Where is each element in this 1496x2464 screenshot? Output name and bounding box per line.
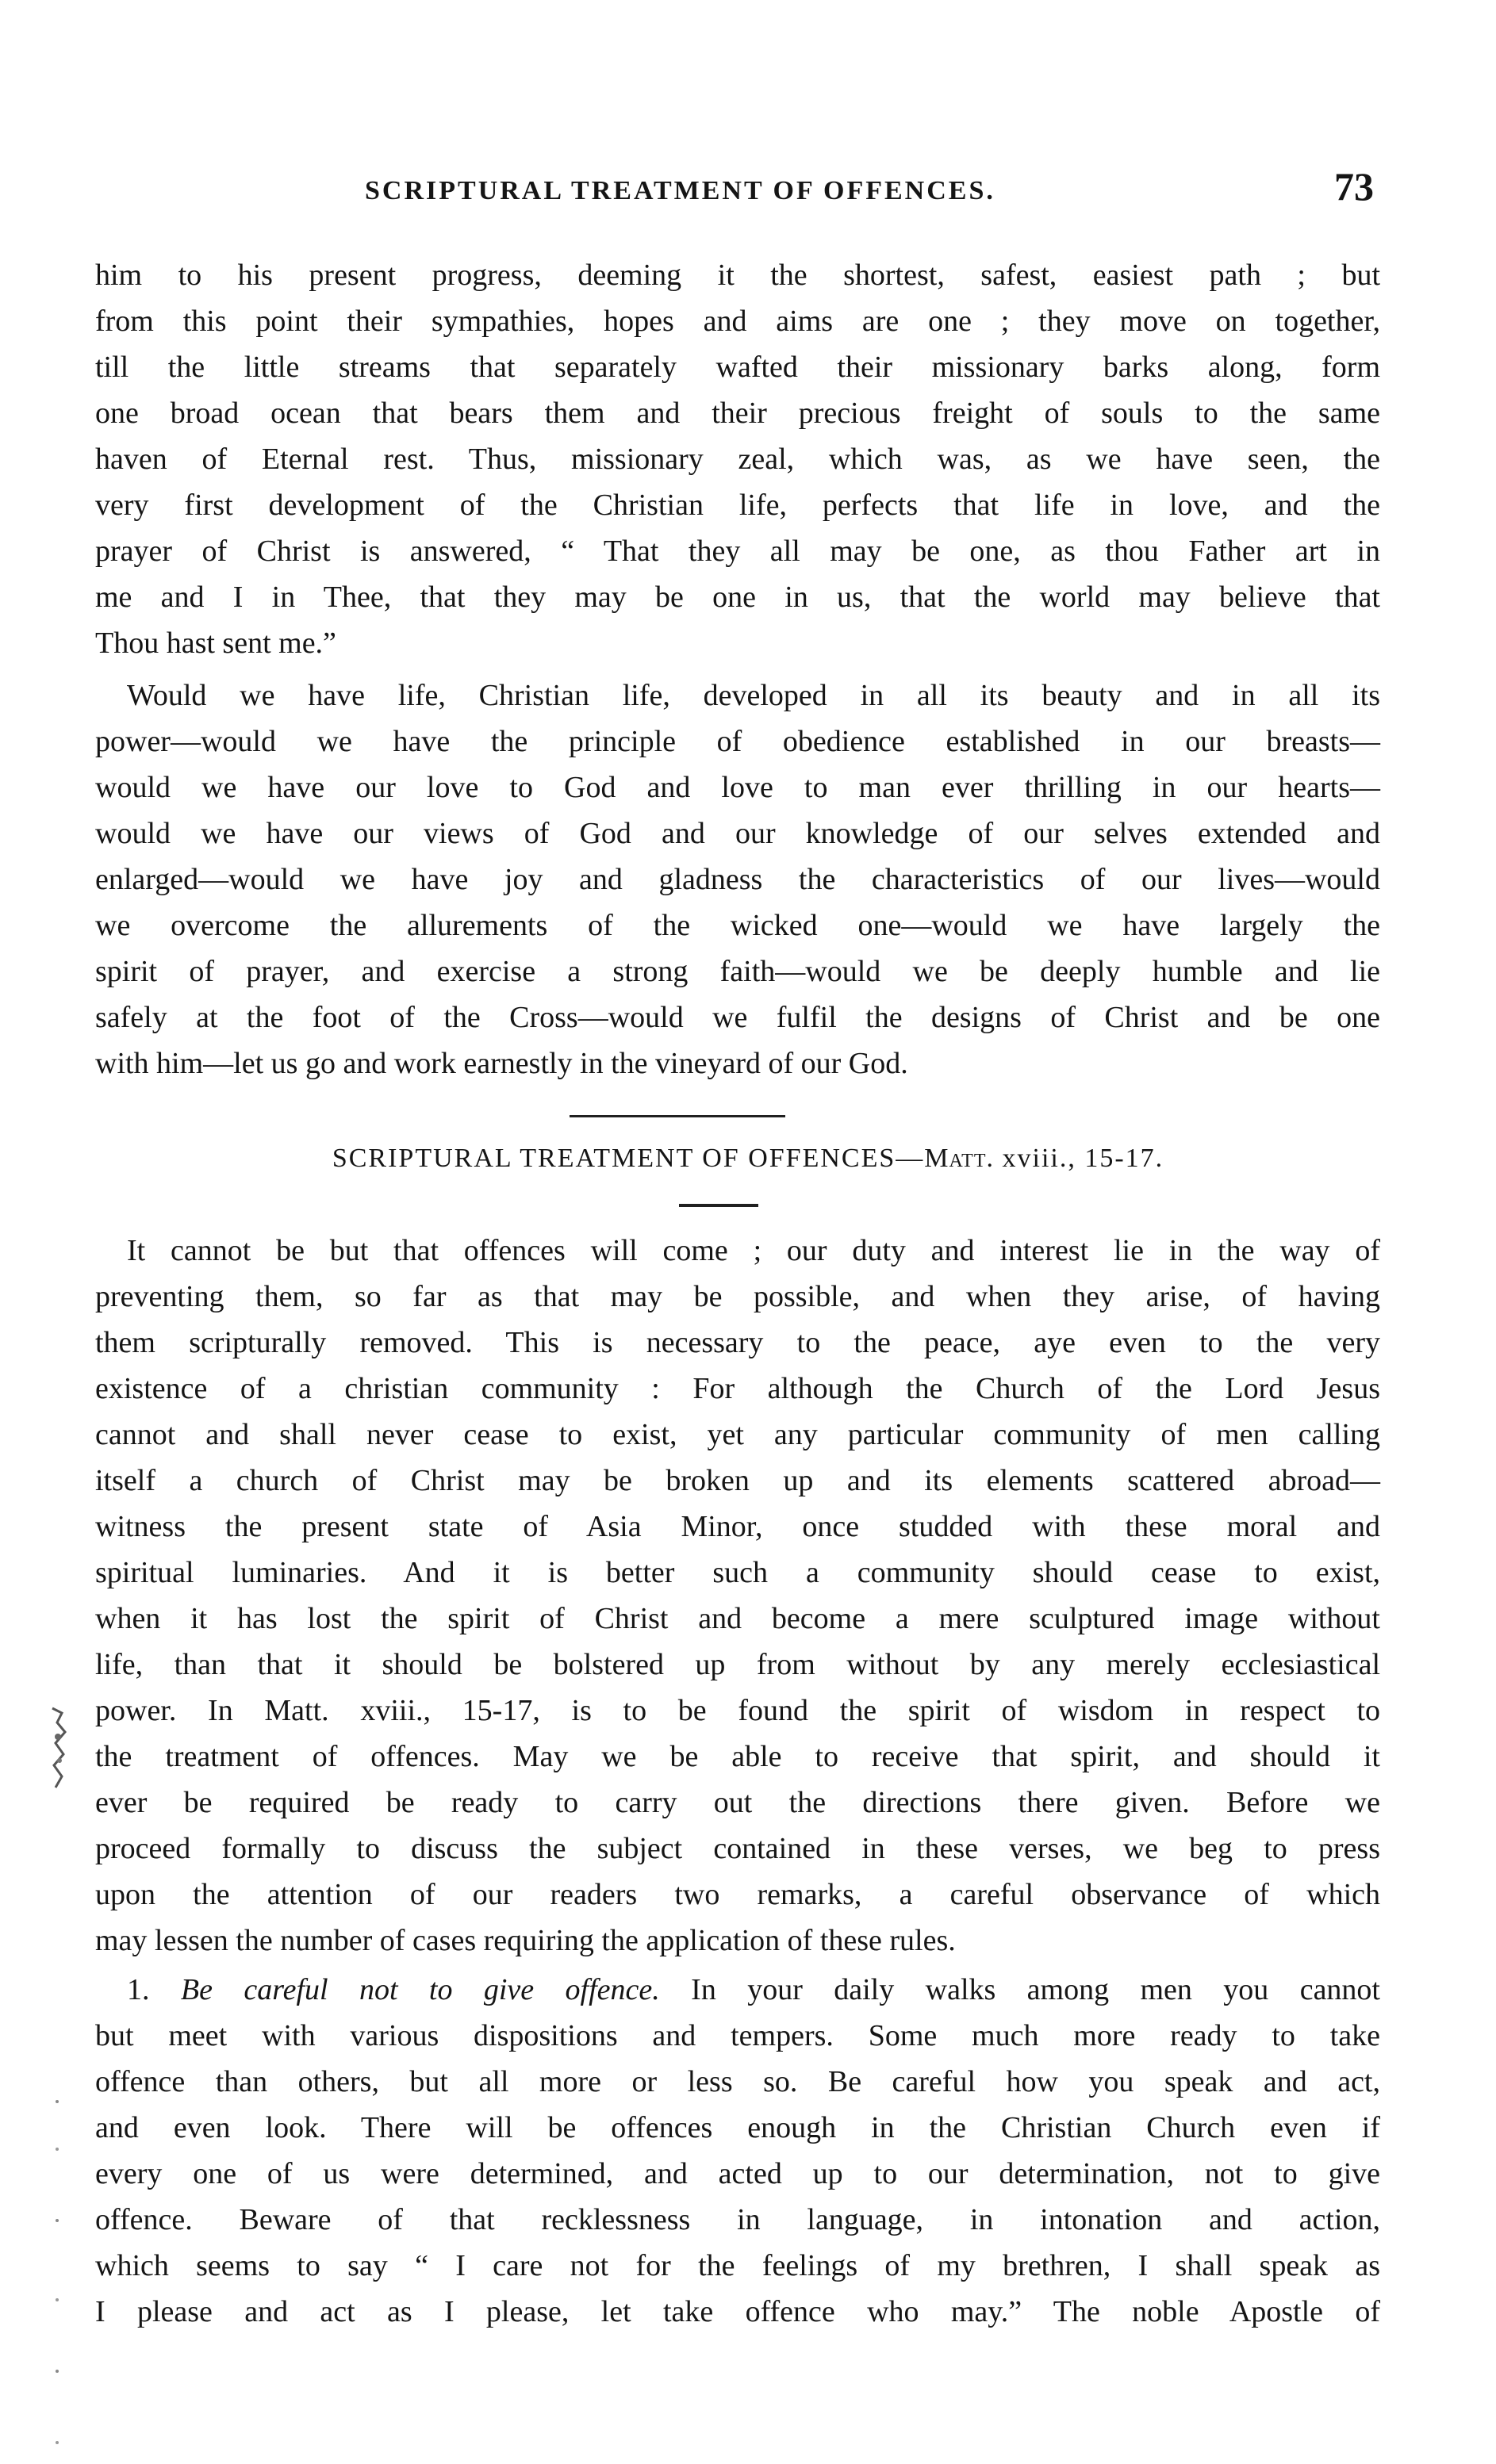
italic-lead: Be careful not to give offence. xyxy=(180,1973,660,2006)
text-line: Thou hast sent me.” xyxy=(95,627,336,660)
item-number: 1. xyxy=(127,1973,150,2006)
first-line-rest: In your daily walks among men you cannot xyxy=(659,1973,1380,2006)
text-line: till the little streams that separately wafted their missionary barks along, form xyxy=(95,351,1380,384)
text-line: itself a church of Christ may be broken up and its elements scattered abroad— xyxy=(95,1464,1380,1497)
paragraph-1 xyxy=(95,252,1380,666)
page-number: 73 xyxy=(1334,164,1374,209)
text-line: offence than others, but all more or less so. Be careful how you speak and act, xyxy=(95,2065,1380,2098)
text-line: cannot and shall never cease to exist, yet any particular community of men calling xyxy=(95,1418,1380,1451)
text-line: would we have our views of God and our knowledge of our selves extended and xyxy=(95,817,1380,850)
text-line: every one of us were determined, and acted up to our determination, not to give xyxy=(95,2157,1380,2190)
paragraph-2 xyxy=(95,673,1380,1086)
text-line: enlarged—would we have joy and gladness the characteristics of our lives—would xyxy=(95,863,1380,896)
text-line: we overcome the allurements of the wicked one—would we have largely the xyxy=(95,909,1380,942)
heading-underline-rule xyxy=(679,1204,758,1207)
section-divider-rule xyxy=(570,1115,785,1117)
text-line: them scripturally removed. This is necessary to the peace, aye even to the very xyxy=(95,1326,1380,1359)
text-line: offence. Beware of that recklessness in language, in intonation and action, xyxy=(95,2203,1380,2236)
text-line: the treatment of offences. May we be able to receive that spirit, and should it xyxy=(95,1740,1380,1773)
text-line: with him—let us go and work earnestly in the vineyard of our God. xyxy=(95,1047,908,1080)
text-line: but meet with various dispositions and tempers. Some much more ready to take xyxy=(95,2019,1380,2052)
text-line: may lessen the number of cases requiring the application of these rules. xyxy=(95,1924,956,1957)
section-heading-reference-book: Matt. xyxy=(924,1144,994,1173)
text-line: proceed formally to discuss the subject contained in these verses, we beg to press xyxy=(95,1832,1380,1865)
margin-stain-mark xyxy=(48,1705,68,1792)
text-line: and even look. There will be offences enough in the Christian Church even if xyxy=(95,2111,1380,2144)
text-line: him to his present progress, deeming it the shortest, safest, easiest path ; but xyxy=(95,259,1380,292)
text-line: witness the present state of Asia Minor, once studded with these moral and xyxy=(95,1510,1380,1543)
text-line: upon the attention of our readers two remarks, a careful observance of which xyxy=(95,1878,1380,1911)
section-heading xyxy=(0,1144,1496,1174)
text-line: It cannot be but that offences will come ; our duty and interest lie in the way of xyxy=(127,1234,1380,1267)
text-line: spirit of prayer, and exercise a strong faith—would we be deeply humble and lie xyxy=(95,955,1380,988)
text-line: power. In Matt. xviii., 15-17, is to be found the spirit of wisdom in respect to xyxy=(95,1694,1380,1727)
text-line: haven of Eternal rest. Thus, missionary zeal, which was, as we have seen, the xyxy=(95,443,1380,476)
text-line: spiritual luminaries. And it is better such a community should cease to exist, xyxy=(95,1556,1380,1589)
text-line: very first development of the Christian life, perfects that life in love, and the xyxy=(95,489,1380,522)
section-heading-reference: xviii., 15-17. xyxy=(994,1144,1164,1173)
text-line: life, than that it should be bolstered up from without by any merely ecclesiastical xyxy=(95,1648,1380,1681)
text-line: preventing them, so far as that may be possible, and when they arise, of having xyxy=(95,1280,1380,1313)
text-line: safely at the foot of the Cross—would we fulfil the designs of Christ and be one xyxy=(95,1001,1380,1034)
text-line: power—would we have the principle of obedience established in our breasts— xyxy=(95,725,1380,758)
text-line: when it has lost the spirit of Christ and become a mere sculptured image without xyxy=(95,1602,1380,1635)
text-line: prayer of Christ is answered, “ That they all may be one, as thou Father art in xyxy=(95,535,1380,568)
text-line: ever be required be ready to carry out the directions there given. Before we xyxy=(95,1786,1380,1819)
paragraph-4 xyxy=(95,1967,1380,2335)
margin-dots xyxy=(54,2094,60,2458)
text-line: one broad ocean that bears them and their precious freight of souls to the same xyxy=(95,397,1380,430)
text-line: Would we have life, Christian life, developed in all its beauty and in all its xyxy=(127,679,1380,712)
text-line: I please and act as I please, let take offence who may.” The noble Apostle of xyxy=(95,2295,1380,2328)
text-line: would we have our love to God and love to man ever thrilling in our hearts— xyxy=(95,771,1380,804)
text-line: which seems to say “ I care not for the feelings of my brethren, I shall speak as xyxy=(95,2249,1380,2282)
text-line xyxy=(95,1967,1380,2013)
text-line: me and I in Thee, that they may be one in us, that the world may believe that xyxy=(95,581,1380,614)
section-heading-title: SCRIPTURAL TREATMENT OF OFFENCES— xyxy=(332,1144,925,1173)
text-line: from this point their sympathies, hopes and aims are one ; they move on together, xyxy=(95,305,1380,338)
running-head: SCRIPTURAL TREATMENT OF OFFENCES. xyxy=(365,176,995,205)
paragraph-3 xyxy=(95,1228,1380,1964)
text-line: existence of a christian community : For although the Church of the Lord Jesus xyxy=(95,1372,1380,1405)
